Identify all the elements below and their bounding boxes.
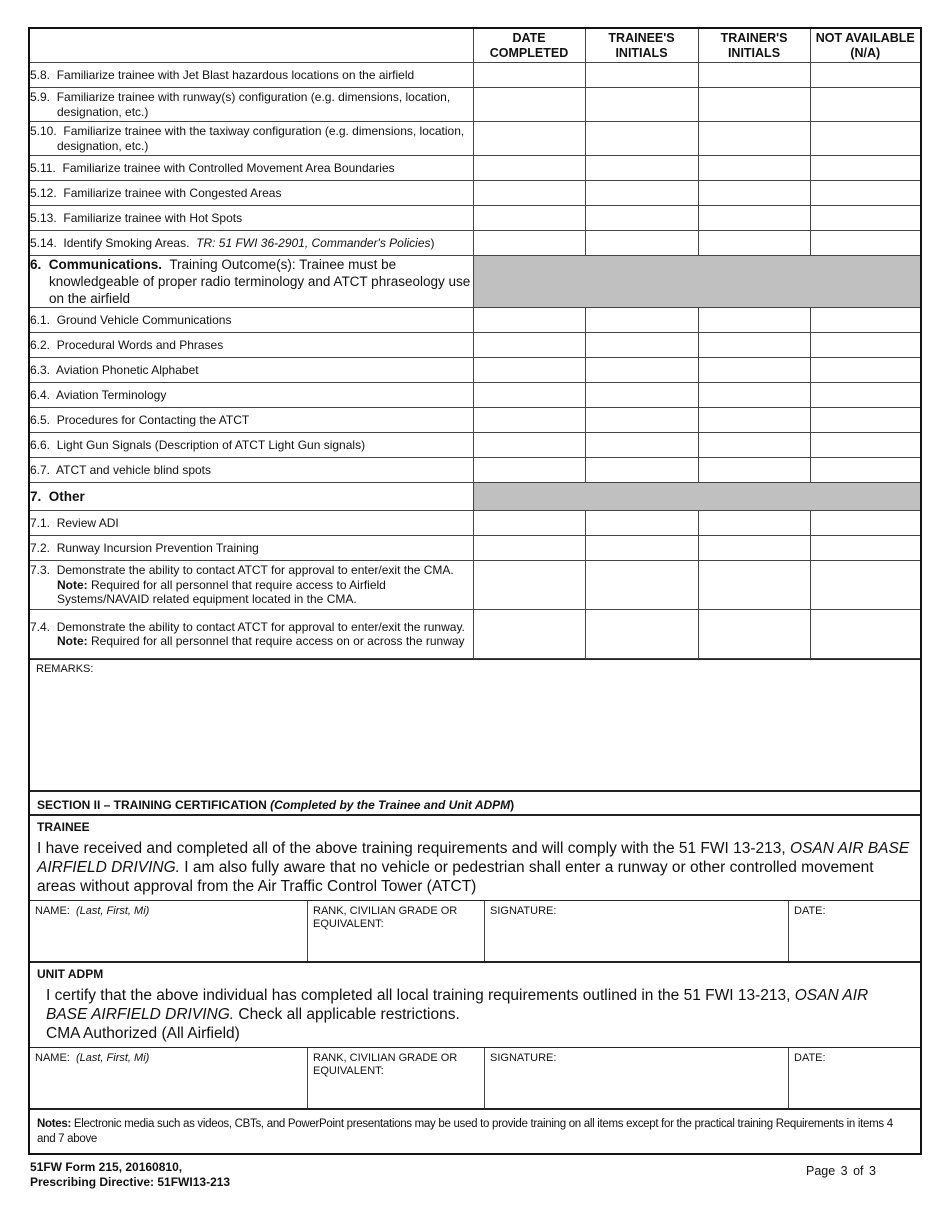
trainee-title: TRAINEE bbox=[37, 820, 90, 834]
trainee-initials-cell[interactable] bbox=[585, 181, 698, 206]
date-completed-cell[interactable] bbox=[473, 561, 585, 610]
remarks-field[interactable] bbox=[30, 659, 920, 790]
date-completed-cell[interactable] bbox=[473, 206, 585, 231]
unit-adpm-statement: I certify that the above individual has completed all local training requirements outlined in the 51 FWI 13-213, OSAN AIR BASE AIRFIELD DRIVING. Check all applicable restrictions. bbox=[46, 987, 869, 1023]
not-available-cell[interactable] bbox=[810, 561, 920, 610]
not-available-cell[interactable] bbox=[810, 610, 920, 659]
not-available-cell[interactable] bbox=[810, 156, 920, 181]
date-completed-cell[interactable] bbox=[473, 433, 585, 458]
item-5-10: 5.10. Familiarize trainee with the taxiway configuration (e.g. dimensions, location, designation, etc.) bbox=[30, 122, 473, 156]
date-completed-cell[interactable] bbox=[473, 358, 585, 383]
not-available-cell[interactable] bbox=[810, 206, 920, 231]
table-header-row bbox=[30, 29, 920, 63]
table-row bbox=[30, 122, 920, 156]
trainee-initials-cell[interactable] bbox=[585, 156, 698, 181]
date-completed-cell[interactable] bbox=[473, 536, 585, 561]
table-row bbox=[30, 63, 920, 88]
header-trainee-initials: TRAINEE'S INITIALS bbox=[585, 29, 698, 63]
header-trainer-initials: TRAINER'S INITIALS bbox=[698, 29, 810, 63]
trainee-initials-cell[interactable] bbox=[585, 308, 698, 333]
trainee-initials-cell[interactable] bbox=[585, 561, 698, 610]
item-7-3: 7.3. Demonstrate the ability to contact ATCT for approval to enter/exit the CMA. Note: Required for all personnel that require access to Airfield Systems/NAVAID related equipment located in the CMA. bbox=[30, 561, 473, 610]
date-completed-cell[interactable] bbox=[473, 511, 585, 536]
not-available-cell[interactable] bbox=[810, 358, 920, 383]
trainee-signature-row bbox=[30, 900, 920, 961]
item-5-14: 5.14. Identify Smoking Areas. TR: 51 FWI 36-2901, Commander's Policies) bbox=[30, 231, 473, 256]
trainee-initials-cell[interactable] bbox=[585, 383, 698, 408]
trainer-initials-cell[interactable] bbox=[698, 206, 810, 231]
date-completed-cell[interactable] bbox=[473, 63, 585, 88]
header-not-available: NOT AVAILABLE (N/A) bbox=[810, 29, 920, 63]
date-completed-cell[interactable] bbox=[473, 122, 585, 156]
trainee-initials-cell[interactable] bbox=[585, 536, 698, 561]
remarks-label: REMARKS: bbox=[36, 663, 94, 675]
not-available-cell[interactable] bbox=[810, 408, 920, 433]
adpm-signature-field[interactable]: SIGNATURE: bbox=[485, 1048, 789, 1108]
item-6-5: 6.5. Procedures for Contacting the ATCT bbox=[30, 408, 473, 433]
table-row bbox=[30, 383, 920, 408]
item-5-13: 5.13. Familiarize trainee with Hot Spots bbox=[30, 206, 473, 231]
trainee-date-field[interactable]: DATE: bbox=[794, 905, 826, 917]
date-completed-cell[interactable] bbox=[473, 408, 585, 433]
trainer-initials-cell[interactable] bbox=[698, 63, 810, 88]
date-completed-cell[interactable] bbox=[473, 383, 585, 408]
trainer-initials-cell[interactable] bbox=[698, 610, 810, 659]
trainer-initials-cell[interactable] bbox=[698, 358, 810, 383]
trainer-initials-cell[interactable] bbox=[698, 231, 810, 256]
table-row bbox=[30, 206, 920, 231]
not-available-cell[interactable] bbox=[810, 88, 920, 122]
trainee-initials-cell[interactable] bbox=[585, 408, 698, 433]
trainer-initials-cell[interactable] bbox=[698, 383, 810, 408]
date-completed-cell[interactable] bbox=[473, 610, 585, 659]
trainee-initials-cell[interactable] bbox=[585, 458, 698, 483]
trainee-initials-cell[interactable] bbox=[585, 88, 698, 122]
form-number: 51FW Form 215, 20160810, bbox=[30, 1160, 183, 1174]
table-row bbox=[30, 308, 920, 333]
page-number: Page 3 of 3 bbox=[806, 1164, 876, 1178]
table-row bbox=[30, 561, 920, 610]
trainee-initials-cell[interactable] bbox=[585, 231, 698, 256]
training-checklist-table bbox=[30, 29, 920, 659]
table-row bbox=[30, 408, 920, 433]
trainee-initials-cell[interactable] bbox=[585, 511, 698, 536]
adpm-rank-field[interactable]: RANK, CIVILIAN GRADE OR EQUIVALENT: bbox=[308, 1048, 485, 1108]
form-footer-id bbox=[30, 1160, 230, 1190]
trainer-initials-cell[interactable] bbox=[698, 308, 810, 333]
not-available-cell[interactable] bbox=[810, 63, 920, 88]
trainee-initials-cell[interactable] bbox=[585, 610, 698, 659]
date-completed-cell[interactable] bbox=[473, 458, 585, 483]
item-6-3: 6.3. Aviation Phonetic Alphabet bbox=[30, 358, 473, 383]
item-6-2: 6.2. Procedural Words and Phrases bbox=[30, 333, 473, 358]
table-row bbox=[30, 433, 920, 458]
date-completed-cell[interactable] bbox=[473, 156, 585, 181]
item-7-1: 7.1. Review ADI bbox=[30, 511, 473, 536]
item-6-7: 6.7. ATCT and vehicle blind spots bbox=[30, 458, 473, 483]
adpm-date-field[interactable]: DATE: bbox=[794, 1052, 826, 1064]
item-7-4: 7.4. Demonstrate the ability to contact ATCT for approval to enter/exit the runway. Note: Required for all personnel that require access on or across the runway bbox=[30, 610, 473, 659]
table-row bbox=[30, 231, 920, 256]
date-completed-cell[interactable] bbox=[473, 181, 585, 206]
date-completed-cell[interactable] bbox=[473, 308, 585, 333]
trainer-initials-cell[interactable] bbox=[698, 181, 810, 206]
trainer-initials-cell[interactable] bbox=[698, 458, 810, 483]
section-7-shaded-area bbox=[473, 483, 920, 511]
trainee-rank-field[interactable]: RANK, CIVILIAN GRADE OR EQUIVALENT: bbox=[308, 901, 485, 961]
item-6-4: 6.4. Aviation Terminology bbox=[30, 383, 473, 408]
trainee-signature-field[interactable]: SIGNATURE: bbox=[485, 901, 789, 961]
date-completed-cell[interactable] bbox=[473, 88, 585, 122]
not-available-cell[interactable] bbox=[810, 333, 920, 358]
section-ii-heading: SECTION II – TRAINING CERTIFICATION (Completed by the Trainee and Unit ADPM) bbox=[30, 790, 920, 814]
trainer-initials-cell[interactable] bbox=[698, 511, 810, 536]
trainer-initials-cell[interactable] bbox=[698, 561, 810, 610]
trainer-initials-cell[interactable] bbox=[698, 122, 810, 156]
cma-authorized-restriction[interactable]: CMA Authorized (All Airfield) bbox=[46, 1025, 240, 1042]
not-available-cell[interactable] bbox=[810, 383, 920, 408]
table-row bbox=[30, 536, 920, 561]
trainee-initials-cell[interactable] bbox=[585, 122, 698, 156]
section-6-shaded-area bbox=[473, 256, 920, 308]
item-5-11: 5.11. Familiarize trainee with Controlled Movement Area Boundaries bbox=[30, 156, 473, 181]
table-row bbox=[30, 358, 920, 383]
table-row bbox=[30, 511, 920, 536]
not-available-cell[interactable] bbox=[810, 308, 920, 333]
table-row bbox=[30, 610, 920, 659]
item-5-8: 5.8. Familiarize trainee with Jet Blast hazardous locations on the airfield bbox=[30, 63, 473, 88]
trainer-initials-cell[interactable] bbox=[698, 156, 810, 181]
trainee-name-field[interactable]: NAME: (Last, First, Mi) bbox=[30, 901, 308, 961]
unit-adpm-signature-row bbox=[30, 1047, 920, 1108]
prescribing-directive: Prescribing Directive: 51FWI13-213 bbox=[30, 1175, 231, 1189]
not-available-cell[interactable] bbox=[810, 511, 920, 536]
notes: Notes: Electronic media such as videos, CBTs, and PowerPoint presentations may be used to provide training on all items except for the practical training Requirements in items 4 and 7 above bbox=[30, 1108, 920, 1153]
trainer-initials-cell[interactable] bbox=[698, 536, 810, 561]
table-row bbox=[30, 88, 920, 122]
section-6-heading: 6. Communications. Training Outcome(s): Trainee must be knowledgeable of proper radio terminology and ATCT phraseology use on the airfield bbox=[30, 256, 473, 308]
trainee-statement: I have received and completed all of the above training requirements and will comply with the 51 FWI 13-213, OSAN AIR BASE AIRFIELD DRIVING. I am also fully aware that no vehicle or pedestrian shall enter a runway or other controlled movement areas without approval from the Air Traffic Control Tower (ATCT) bbox=[37, 840, 910, 895]
trainee-certification bbox=[30, 814, 920, 900]
trainee-initials-cell[interactable] bbox=[585, 433, 698, 458]
not-available-cell[interactable] bbox=[810, 122, 920, 156]
trainee-initials-cell[interactable] bbox=[585, 333, 698, 358]
table-row bbox=[30, 458, 920, 483]
not-available-cell[interactable] bbox=[810, 433, 920, 458]
trainer-initials-cell[interactable] bbox=[698, 88, 810, 122]
trainer-initials-cell[interactable] bbox=[698, 433, 810, 458]
not-available-cell[interactable] bbox=[810, 536, 920, 561]
item-5-9: 5.9. Familiarize trainee with runway(s) configuration (e.g. dimensions, location, designation, etc.) bbox=[30, 88, 473, 122]
trainee-initials-cell[interactable] bbox=[585, 206, 698, 231]
section-7-heading: 7. Other bbox=[30, 483, 473, 511]
table-row bbox=[30, 333, 920, 358]
not-available-cell[interactable] bbox=[810, 458, 920, 483]
adpm-name-field[interactable]: NAME: (Last, First, Mi) bbox=[30, 1048, 308, 1108]
training-form bbox=[28, 27, 922, 1155]
item-6-1: 6.1. Ground Vehicle Communications bbox=[30, 308, 473, 333]
trainer-initials-cell[interactable] bbox=[698, 408, 810, 433]
section-7-header-row bbox=[30, 483, 920, 511]
table-row bbox=[30, 156, 920, 181]
unit-adpm-title: UNIT ADPM bbox=[37, 967, 104, 981]
not-available-cell[interactable] bbox=[810, 231, 920, 256]
item-5-12: 5.12. Familiarize trainee with Congested Areas bbox=[30, 181, 473, 206]
trainee-initials-cell[interactable] bbox=[585, 63, 698, 88]
trainer-initials-cell[interactable] bbox=[698, 333, 810, 358]
unit-adpm-certification bbox=[30, 961, 920, 1047]
header-date-completed: DATE COMPLETED bbox=[473, 29, 585, 63]
item-6-6: 6.6. Light Gun Signals (Description of ATCT Light Gun signals) bbox=[30, 433, 473, 458]
table-row bbox=[30, 181, 920, 206]
date-completed-cell[interactable] bbox=[473, 333, 585, 358]
date-completed-cell[interactable] bbox=[473, 231, 585, 256]
item-7-2: 7.2. Runway Incursion Prevention Training bbox=[30, 536, 473, 561]
not-available-cell[interactable] bbox=[810, 181, 920, 206]
section-6-header-row bbox=[30, 256, 920, 308]
trainee-initials-cell[interactable] bbox=[585, 358, 698, 383]
header-item-column bbox=[30, 29, 473, 63]
